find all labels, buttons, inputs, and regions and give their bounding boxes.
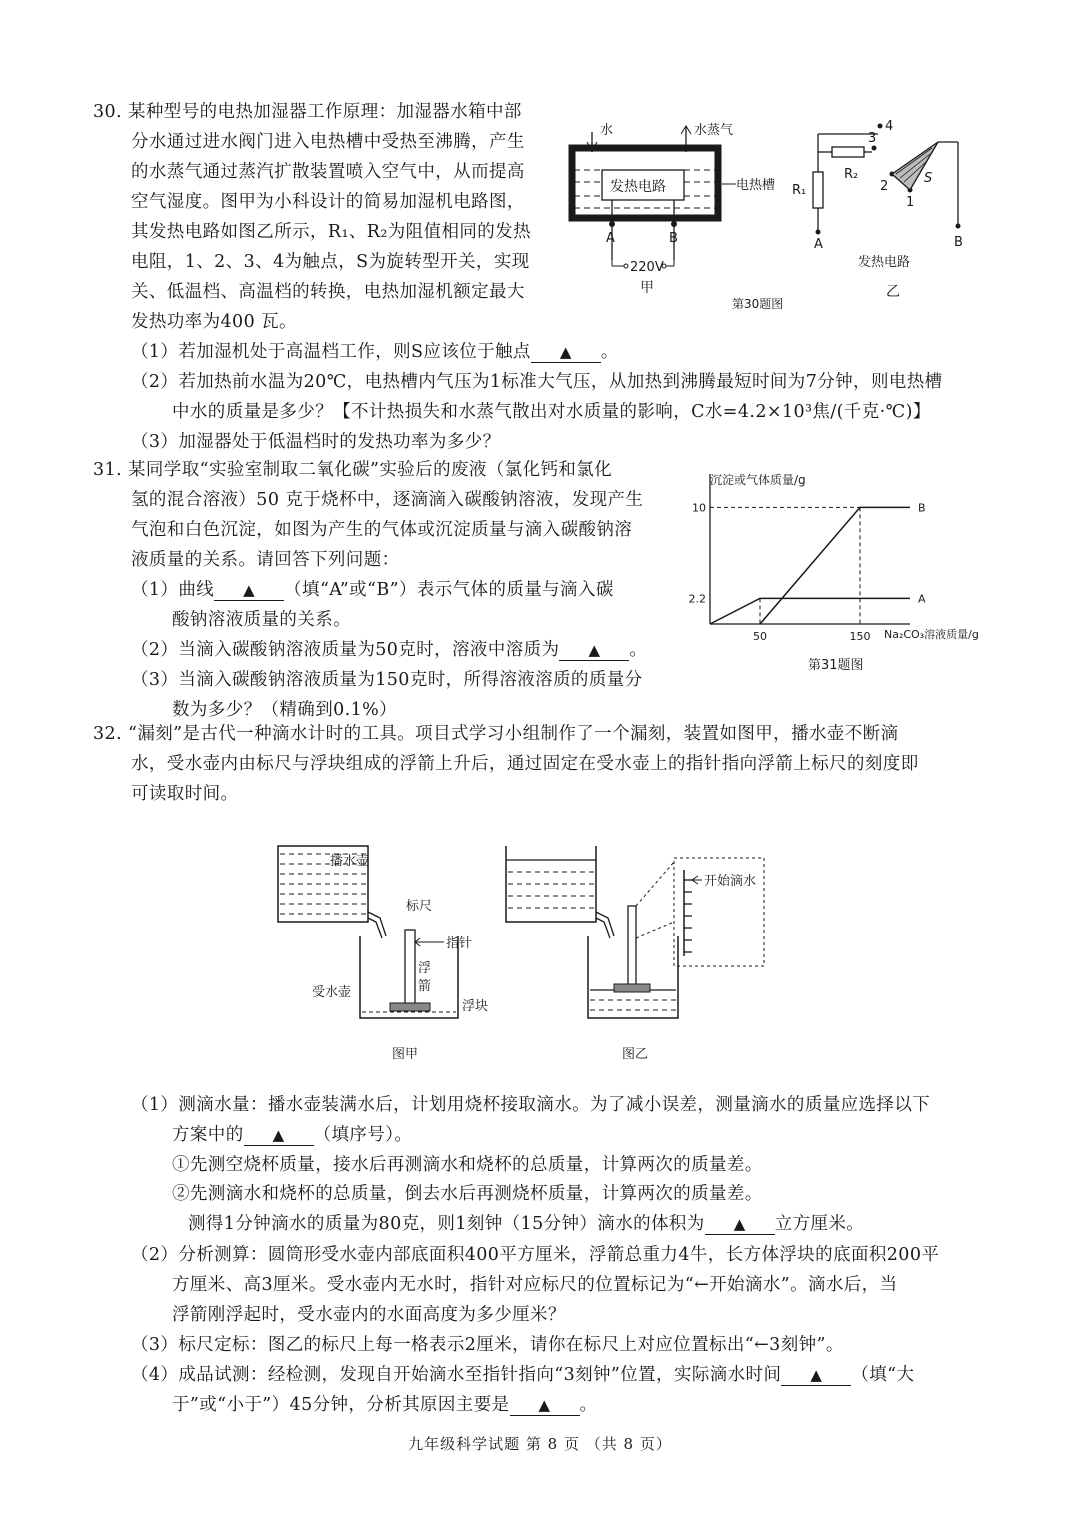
drip-pot-label: 播水壶 [330, 854, 370, 869]
q32-measure [188, 1212, 864, 1236]
q30-sub1 [131, 340, 619, 364]
contact-3 [872, 146, 877, 151]
q30-line-3: 的水蒸气通过蒸汽扩散装置喷入空气中，从而提高 [131, 162, 525, 182]
switch-s-label: S [924, 171, 933, 186]
q30-line-4: 空气湿度。图甲为小科设计的简易加湿机电路图， [131, 192, 525, 212]
r1-label: R₁ [792, 183, 807, 198]
start-drip-label: 开始滴水 [704, 874, 757, 889]
contact-4-label: 4 [885, 119, 894, 134]
answer-blank[interactable]: ▲ [510, 1395, 580, 1416]
q32-measure-end: 立方厘米。 [774, 1214, 865, 1234]
float-block [390, 1003, 430, 1011]
q30-line-8: 发热功率为400 瓦。 [131, 312, 297, 332]
voltage-label: 220V [630, 260, 664, 275]
fig-yi-caption: 图乙 [622, 1047, 649, 1062]
contact-1-label: 1 [906, 195, 915, 210]
float-block-yi [614, 984, 650, 992]
q32-intro-line-3: 可读取时间。 [131, 784, 239, 804]
float-rod [405, 930, 415, 1010]
fig-yi-label: 乙 [886, 284, 900, 300]
clepsydra-fig-yi [506, 846, 764, 1062]
q32-sub1-line-2 [172, 1123, 412, 1147]
resistor-r2 [832, 147, 864, 157]
circuit-b-label: B [954, 235, 963, 250]
heating-circuit-diagram [792, 119, 963, 300]
q31-line-2: 氢的混合溶液）50 克于烧杯中，逐滴滴入碳酸钠溶液，发现产生 [131, 490, 644, 510]
page-footer: 九年级科学试题 第 8 页 （共 8 页） [408, 1435, 672, 1453]
q30-line-2: 分水通过进水阀门进入电热槽中受热至沸腾，产生 [131, 132, 525, 152]
y-tick-label-1: 10 [692, 501, 706, 515]
q32-sub2-line-3: 浮箭刚浮起时，受水壶内的水面高度为多少厘米？ [172, 1305, 566, 1325]
answer-blank[interactable]: ▲ [214, 580, 284, 601]
q32-sub1-text: 方案中的 [172, 1125, 244, 1145]
q32-option-2: ②先测滴水和烧杯的总质量，倒去水后再测烧杯质量，计算两次的质量差。 [172, 1184, 763, 1204]
answer-blank[interactable]: ▲ [244, 1125, 314, 1146]
receiving-pot-label: 受水壶 [312, 985, 352, 1000]
humidifier-diagram [572, 122, 775, 296]
q31-caption: 第31题图 [808, 658, 864, 673]
answer-blank[interactable]: ▲ [705, 1214, 775, 1235]
q31-sub2-end: 。 [629, 640, 648, 660]
y-tick-label-0: 2.2 [688, 592, 706, 606]
q30-figure [560, 112, 980, 322]
q31-sub1 [131, 578, 614, 602]
circuit-a-label: A [814, 237, 823, 252]
q30-line-7: 关、低温档、高温档的转换，电热加湿机额定最大 [131, 282, 525, 302]
answer-blank[interactable]: ▲ [531, 342, 601, 363]
steam-label: 水蒸气 [694, 123, 734, 138]
series-label-A: A [918, 592, 926, 606]
q31-line-1: 31. 某同学取“实验室制取二氧化碳”实验后的废液（氯化钙和氯化 [93, 460, 613, 480]
q30-line-1: 30. 某种型号的电热加湿器工作原理：加湿器水箱中部 [93, 102, 522, 122]
clepsydra-fig-jia [278, 846, 488, 1062]
chart-x-axis-label: Na₂CO₃溶液质量/g [884, 628, 979, 641]
q32-sub2-line-1: （2）分析测算：圆筒形受水壶内部底面积400平方厘米，浮箭总重力4牛，长方体浮块的底面积200平 [131, 1245, 940, 1265]
water-in-label: 水 [600, 123, 614, 138]
circuit-label: 发热电路 [858, 255, 911, 270]
q32-sub3: （3）标尺定标：图乙的标尺上每一格表示2厘米，请你在标尺上对应位置标出“←3刻钟”。 [131, 1335, 844, 1355]
fig-jia-caption: 图甲 [392, 1047, 419, 1062]
label-b: B [669, 231, 678, 246]
q32-intro-line-1: 32. “漏刻”是古代一种滴水计时的工具。项目式学习小组制作了一个漏刻，装置如图甲，播水壶不断滴 [93, 724, 899, 744]
r2-label: R₂ [844, 167, 859, 182]
terminal-b [671, 221, 677, 227]
q32-sub2-line-2: 方厘米、高3厘米。受水壶内无水时，指针对应标尺的位置标记为“←开始滴水”。滴水后，当 [172, 1275, 898, 1295]
q32-sub1-end: （填序号）。 [313, 1125, 413, 1145]
q31-sub2 [131, 638, 647, 662]
terminal-a [609, 221, 615, 227]
q32-sub1-line-1: （1）测滴水量：播水壶装满水后，计划用烧杯接取滴水。为了减小误差，测量滴水的质量应选择以下 [131, 1095, 931, 1115]
q31-chart [688, 468, 988, 668]
q31-line-3: 气泡和白色沉淀，如图为产生的气体或沉淀质量与滴入碳酸钠溶 [131, 520, 633, 540]
q32-measure-text: 测得1分钟滴水的质量为80克，则1刻钟（15分钟）滴水的体积为 [188, 1214, 705, 1234]
q31-sub3-line-1: （3）当滴入碳酸钠溶液质量为150克时，所得溶液溶质的质量分 [131, 670, 643, 690]
q31-sub2-text: （2）当滴入碳酸钠溶液质量为50克时，溶液中溶质为 [131, 640, 560, 660]
q32-sub4-line-1 [131, 1363, 914, 1387]
answer-blank[interactable]: ▲ [781, 1365, 851, 1386]
q31-sub1-text: （1）曲线 [131, 580, 215, 600]
q31-sub1-line-2: 酸钠溶液质量的关系。 [172, 610, 351, 630]
q32-intro-line-2: 水，受水壶内由标尺与浮块组成的浮箭上升后，通过固定在受水壶上的指针指向浮箭上标尺的刻度即 [131, 754, 919, 774]
contact-2-label: 2 [880, 179, 889, 194]
q30-sub1-text: （1）若加湿机处于高温档工作，则S应该位于触点 [131, 342, 531, 362]
q32-sub4-line2-text: 于”或“小于”）45分钟，分析其原因主要是 [172, 1395, 510, 1415]
q30-sub2-line-1: （2）若加热前水温为20℃，电热槽内气压为1标准大气压，从加热到沸腾最短时间为7分钟，则电热槽 [131, 372, 943, 392]
x-tick-label-1: 150 [849, 630, 871, 643]
series-label-B: B [918, 501, 926, 515]
q30-sub1-end: 。 [600, 342, 619, 362]
resistor-r1 [813, 172, 823, 208]
contact-4 [878, 124, 883, 129]
ruler-yi [628, 906, 636, 986]
q32-sub4-line-2 [172, 1393, 597, 1417]
q31-sub1-end: （填“A”或“B”）表示气体的质量与滴入碳 [284, 580, 614, 600]
q30-line-6: 电阻，1、2、3、4为触点，S为旋转型开关，实现 [131, 252, 530, 272]
q32-option-1: ①先测空烧杯质量，接水后再测滴水和烧杯的总质量，计算两次的质量差。 [172, 1155, 763, 1175]
q30-line-5: 其发热电路如图乙所示，R₁、R₂为阻值相同的发热 [131, 222, 531, 242]
heater-label: 发热电路 [610, 179, 666, 195]
q30-sub3: （3）加湿器处于低温档时的发热功率为多少？ [131, 432, 501, 452]
q30-caption: 第30题图 [732, 297, 784, 311]
q32-sub4-text: （4）成品试测：经检测，发现自开始滴水至指针指向“3刻钟”位置，实际滴水时间 [131, 1365, 782, 1385]
tank-label: 电热槽 [736, 178, 776, 193]
contact-3-label: 3 [868, 131, 877, 146]
series-line-A [710, 598, 910, 624]
fig-jia-label: 甲 [640, 280, 654, 296]
chart-y-axis-label: 沉淀或气体质量/g [710, 473, 806, 487]
float-arrow-label-1: 浮 [418, 961, 432, 976]
q32-sub4-line2-end: 。 [579, 1395, 598, 1415]
q32-sub4-end: （填“大 [851, 1365, 915, 1385]
pointer-label: 指针 [446, 936, 473, 951]
label-a: A [606, 231, 615, 246]
q32-figure [268, 838, 768, 1068]
x-tick-label-0: 50 [753, 630, 767, 643]
series-line-B [760, 507, 910, 624]
answer-blank[interactable]: ▲ [559, 640, 629, 661]
q31-sub3-line-2: 数为多少？（精确到0.1%） [172, 700, 398, 720]
float-arrow-label-2: 箭 [418, 979, 432, 994]
ruler-label: 标尺 [406, 899, 433, 914]
q30-sub2-line-2: 中水的质量是多少？【不计热损失和水蒸气散出对水质量的影响，C水=4.2×10³焦/(千克·℃)】 [172, 402, 931, 422]
scale-ticks [684, 880, 692, 952]
float-block-label: 浮块 [462, 999, 489, 1014]
q31-line-4: 液质量的关系。请回答下列问题： [131, 550, 400, 570]
